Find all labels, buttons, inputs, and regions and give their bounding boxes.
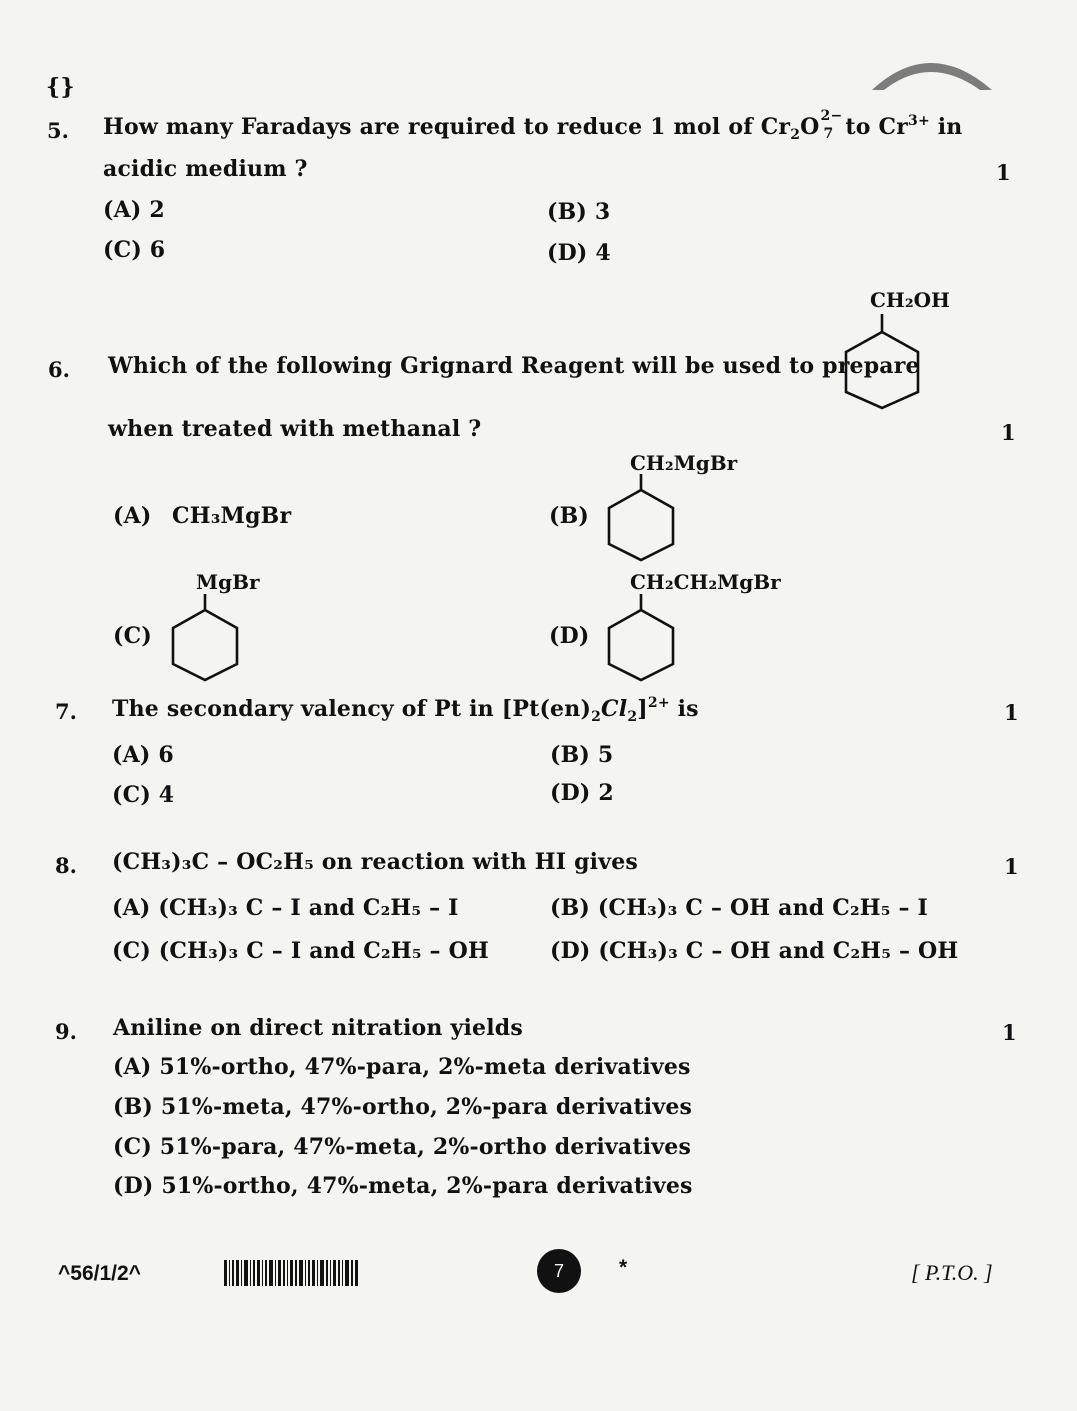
q5-option-a: (A) 2 [103, 197, 165, 223]
page-number-badge: 7 [537, 1249, 581, 1293]
q6-question-line2: when treated with methanal ? [108, 416, 482, 442]
q9-option-a: (A) 51%-ortho, 47%-para, 2%-meta derivatives [113, 1054, 691, 1080]
q5-number: 5. [47, 118, 69, 143]
paper-code: ^56/1/2^ [58, 1262, 141, 1285]
q6-option-c-substituent: MgBr [196, 570, 260, 594]
q6-option-b-substituent: CH₂MgBr [630, 451, 738, 475]
q6-marks: 1 [1001, 420, 1016, 445]
q6-option-c-ring [166, 592, 246, 684]
q9-option-c: (C) 51%-para, 47%-meta, 2%-ortho derivatives [113, 1134, 692, 1160]
q8-option-d: (D) (CH₃)₃ C – OH and C₂H₅ – OH [550, 938, 959, 964]
q6-option-d-label: (D) [549, 623, 590, 649]
q6-option-d-ring [602, 592, 682, 684]
q6-number: 6. [48, 357, 70, 382]
q8-option-c: (C) (CH₃)₃ C – I and C₂H₅ – OH [112, 938, 489, 964]
q7-option-d: (D) 2 [550, 780, 614, 806]
q6-option-a-formula: CH₃MgBr [172, 503, 292, 529]
q9-option-b: (B) 51%-meta, 47%-ortho, 2%-para derivatives [113, 1094, 693, 1120]
q5-option-d: (D) 4 [547, 240, 611, 266]
star-mark: * [619, 1256, 628, 1279]
q9-number: 9. [55, 1019, 77, 1044]
q5-option-b: (B) 3 [547, 199, 611, 225]
q7-marks: 1 [1004, 700, 1019, 725]
q6-option-c-label: (C) [113, 623, 152, 649]
q6-option-b-ring [602, 472, 682, 564]
q5-marks: 1 [996, 160, 1011, 185]
q9-option-d: (D) 51%-ortho, 47%-meta, 2%-para derivatives [113, 1173, 693, 1199]
brace-mark: {} [46, 74, 75, 100]
q7-option-c: (C) 4 [112, 782, 175, 808]
q7-option-a: (A) 6 [112, 742, 174, 768]
q6-option-a-label: (A) [113, 503, 152, 529]
barcode-image [224, 1260, 360, 1286]
q7-option-b: (B) 5 [550, 742, 614, 768]
torn-paper-decoration [868, 54, 996, 94]
q6-option-b-label: (B) [549, 503, 590, 529]
q6-product-substituent: CH₂OH [870, 288, 950, 312]
q8-option-b: (B) (CH₃)₃ C – OH and C₂H₅ – I [550, 895, 929, 921]
q6-product-cyclohexane-ring [840, 310, 930, 410]
q7-number: 7. [55, 699, 77, 724]
q8-marks: 1 [1004, 854, 1019, 879]
q6-question: Which of the following Grignard Reagent will be used to prepare [108, 353, 920, 379]
q5-question-line2: acidic medium ? [103, 156, 308, 182]
q9-question: Aniline on direct nitration yields [113, 1015, 523, 1041]
q8-number: 8. [55, 853, 77, 878]
q5-option-c: (C) 6 [103, 237, 166, 263]
q8-question: (CH₃)₃C – OC₂H₅ on reaction with HI gives [112, 849, 638, 875]
q5-question: How many Faradays are required to reduce 1 mol of $Cr_2O$ 2− 7 to $Cr^{3+}$ in [103, 108, 963, 143]
q9-marks: 1 [1002, 1020, 1017, 1045]
q6-option-d-substituent: CH₂CH₂MgBr [630, 570, 781, 594]
q8-option-a: (A) (CH₃)₃ C – I and C₂H₅ – I [112, 895, 459, 921]
pto-label: [ P.T.O. ] [911, 1260, 993, 1285]
q7-question: The secondary valency of Pt in $[Pt(en)_2Cl_2]^{2+}$ is [112, 695, 699, 725]
